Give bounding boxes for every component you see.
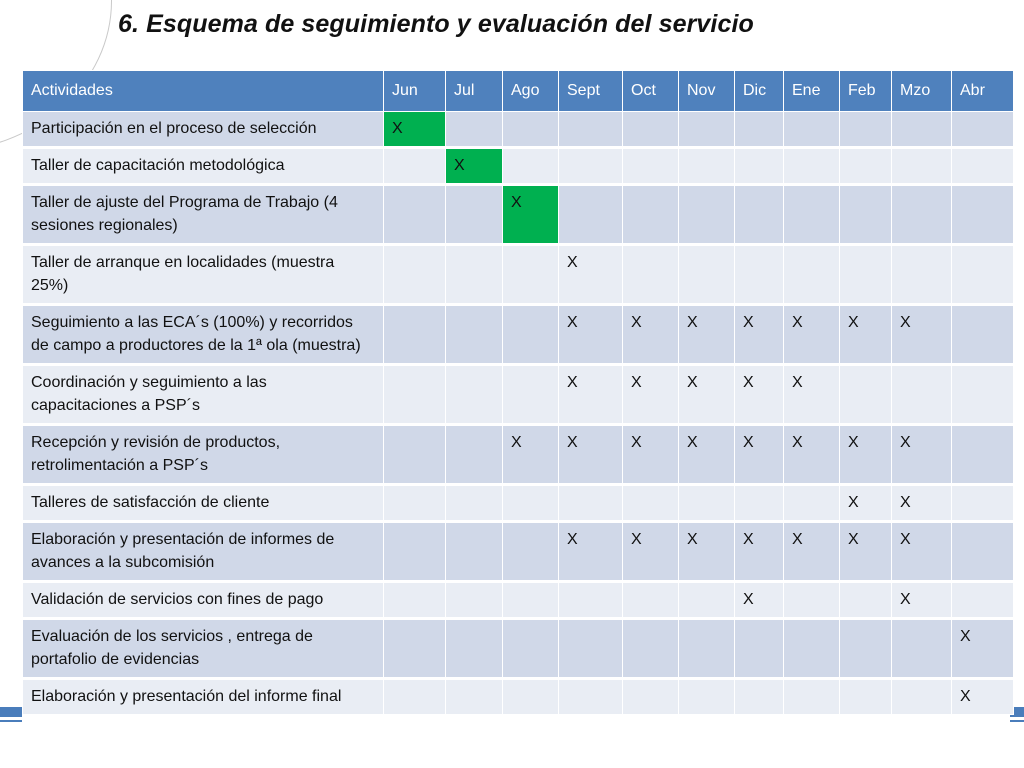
month-cell: X	[623, 305, 679, 365]
table-row	[23, 185, 1014, 245]
month-cell	[446, 679, 503, 715]
table-row	[23, 305, 1014, 365]
month-cell: X	[840, 305, 892, 365]
month-cell	[892, 619, 952, 679]
month-cell: X	[892, 582, 952, 619]
month-cell	[384, 148, 446, 185]
table-row	[23, 148, 1014, 185]
month-cell	[559, 185, 623, 245]
month-cell	[952, 305, 1014, 365]
month-cell	[623, 582, 679, 619]
month-cell	[735, 185, 784, 245]
month-cell	[679, 582, 735, 619]
month-cell	[384, 619, 446, 679]
month-cell	[952, 485, 1014, 522]
month-cell	[784, 485, 840, 522]
month-cell	[559, 112, 623, 148]
month-cell	[623, 679, 679, 715]
month-cell	[735, 245, 784, 305]
table-row	[23, 365, 1014, 425]
header-oct: Oct	[623, 71, 679, 112]
month-cell	[503, 485, 559, 522]
header-dic: Dic	[735, 71, 784, 112]
month-cell	[384, 582, 446, 619]
month-cell	[840, 582, 892, 619]
table-row	[23, 522, 1014, 582]
activity-cell: Evaluación de los servicios , entrega de portafolio de evidencias	[23, 619, 384, 679]
month-cell	[503, 305, 559, 365]
month-cell	[503, 679, 559, 715]
month-cell	[384, 245, 446, 305]
month-cell	[679, 485, 735, 522]
month-cell: X	[559, 522, 623, 582]
month-cell: X	[735, 582, 784, 619]
month-cell	[892, 112, 952, 148]
month-cell	[892, 679, 952, 715]
month-cell	[840, 185, 892, 245]
table-row	[23, 619, 1014, 679]
month-cell	[784, 185, 840, 245]
header-feb: Feb	[840, 71, 892, 112]
month-cell: X	[735, 425, 784, 485]
month-cell	[623, 245, 679, 305]
month-cell: X	[679, 305, 735, 365]
month-cell: X	[559, 425, 623, 485]
table-body	[23, 112, 1014, 715]
month-cell	[679, 148, 735, 185]
month-cell	[892, 365, 952, 425]
month-cell	[892, 185, 952, 245]
month-cell	[446, 245, 503, 305]
month-cell	[892, 245, 952, 305]
month-cell	[446, 112, 503, 148]
month-cell	[623, 485, 679, 522]
month-cell: X	[559, 305, 623, 365]
activity-cell: Seguimiento a las ECA´s (100%) y recorridos de campo a productores de la 1ª ola (muestra)	[23, 305, 384, 365]
month-cell	[446, 522, 503, 582]
month-cell	[623, 112, 679, 148]
month-cell	[952, 245, 1014, 305]
month-cell: X	[735, 522, 784, 582]
month-cell: X	[784, 305, 840, 365]
decorative-line-left	[0, 720, 22, 722]
schedule-table	[22, 70, 1014, 715]
table-row	[23, 425, 1014, 485]
month-cell: X	[952, 679, 1014, 715]
month-cell	[384, 185, 446, 245]
header-ene: Ene	[784, 71, 840, 112]
header-nov: Nov	[679, 71, 735, 112]
month-cell	[784, 582, 840, 619]
month-cell	[384, 365, 446, 425]
decorative-band-left	[0, 707, 22, 717]
month-cell: X	[952, 619, 1014, 679]
month-cell	[446, 185, 503, 245]
month-cell	[679, 679, 735, 715]
month-cell	[952, 522, 1014, 582]
month-cell	[952, 148, 1014, 185]
month-cell: X	[446, 148, 503, 185]
month-cell	[840, 112, 892, 148]
month-cell	[952, 425, 1014, 485]
month-cell	[952, 365, 1014, 425]
month-cell	[559, 485, 623, 522]
activity-cell: Taller de arranque en localidades (muestra 25%)	[23, 245, 384, 305]
month-cell	[840, 619, 892, 679]
month-cell	[446, 425, 503, 485]
month-cell: X	[892, 485, 952, 522]
month-cell	[384, 522, 446, 582]
month-cell: X	[503, 425, 559, 485]
month-cell: X	[840, 522, 892, 582]
month-cell	[735, 679, 784, 715]
table-row	[23, 582, 1014, 619]
table-row	[23, 485, 1014, 522]
month-cell: X	[784, 522, 840, 582]
month-cell: X	[840, 425, 892, 485]
month-cell	[784, 148, 840, 185]
month-cell	[679, 619, 735, 679]
month-cell: X	[892, 522, 952, 582]
month-cell: X	[384, 112, 446, 148]
month-cell	[446, 582, 503, 619]
month-cell	[840, 148, 892, 185]
month-cell: X	[623, 522, 679, 582]
month-cell	[503, 619, 559, 679]
month-cell	[952, 582, 1014, 619]
month-cell: X	[623, 365, 679, 425]
activity-cell: Elaboración y presentación de informes de avances a la subcomisión	[23, 522, 384, 582]
activity-cell: Talleres de satisfacción de cliente	[23, 485, 384, 522]
month-cell	[623, 185, 679, 245]
month-cell	[503, 582, 559, 619]
month-cell	[679, 245, 735, 305]
month-cell	[840, 679, 892, 715]
month-cell: X	[784, 365, 840, 425]
month-cell	[784, 245, 840, 305]
month-cell	[384, 679, 446, 715]
month-cell	[446, 619, 503, 679]
month-cell	[559, 679, 623, 715]
month-cell	[784, 619, 840, 679]
month-cell	[446, 305, 503, 365]
month-cell: X	[679, 365, 735, 425]
decorative-line-right	[1010, 720, 1024, 722]
month-cell	[384, 425, 446, 485]
month-cell	[735, 112, 784, 148]
activity-cell: Taller de capacitación metodológica	[23, 148, 384, 185]
month-cell	[840, 245, 892, 305]
month-cell	[735, 619, 784, 679]
activity-cell: Recepción y revisión de productos, retrolimentación a PSP´s	[23, 425, 384, 485]
header-jul: Jul	[446, 71, 503, 112]
month-cell: X	[679, 425, 735, 485]
activity-cell: Participación en el proceso de selección	[23, 112, 384, 148]
month-cell	[503, 112, 559, 148]
month-cell: X	[623, 425, 679, 485]
month-cell: X	[840, 485, 892, 522]
month-cell	[952, 185, 1014, 245]
month-cell	[623, 148, 679, 185]
month-cell	[559, 582, 623, 619]
month-cell	[503, 148, 559, 185]
month-cell	[784, 679, 840, 715]
month-cell	[952, 112, 1014, 148]
month-cell: X	[559, 365, 623, 425]
month-cell	[503, 245, 559, 305]
month-cell	[840, 365, 892, 425]
month-cell: X	[559, 245, 623, 305]
header-actividades: Actividades	[23, 71, 384, 112]
month-cell	[446, 485, 503, 522]
month-cell	[446, 365, 503, 425]
month-cell	[679, 185, 735, 245]
slide-title: 6. Esquema de seguimiento y evaluación del servicio	[118, 10, 754, 38]
month-cell: X	[892, 305, 952, 365]
month-cell	[503, 365, 559, 425]
header-sept: Sept	[559, 71, 623, 112]
month-cell	[784, 112, 840, 148]
header-ago: Ago	[503, 71, 559, 112]
month-cell: X	[503, 185, 559, 245]
month-cell: X	[735, 365, 784, 425]
activity-cell: Taller de ajuste del Programa de Trabajo (4 sesiones regionales)	[23, 185, 384, 245]
header-jun: Jun	[384, 71, 446, 112]
month-cell	[735, 148, 784, 185]
header-abr: Abr	[952, 71, 1014, 112]
month-cell: X	[735, 305, 784, 365]
activity-cell: Elaboración y presentación del informe final	[23, 679, 384, 715]
activity-cell: Coordinación y seguimiento a las capacitaciones a PSP´s	[23, 365, 384, 425]
table-header-row	[23, 71, 1014, 112]
month-cell	[559, 619, 623, 679]
month-cell	[384, 305, 446, 365]
table-row	[23, 245, 1014, 305]
month-cell	[623, 619, 679, 679]
month-cell	[892, 148, 952, 185]
activity-cell: Validación de servicios con fines de pago	[23, 582, 384, 619]
month-cell: X	[892, 425, 952, 485]
month-cell	[559, 148, 623, 185]
table-row	[23, 679, 1014, 715]
month-cell	[679, 112, 735, 148]
month-cell	[735, 485, 784, 522]
month-cell: X	[679, 522, 735, 582]
month-cell	[384, 485, 446, 522]
month-cell	[503, 522, 559, 582]
table-row	[23, 112, 1014, 148]
month-cell: X	[784, 425, 840, 485]
header-mzo: Mzo	[892, 71, 952, 112]
